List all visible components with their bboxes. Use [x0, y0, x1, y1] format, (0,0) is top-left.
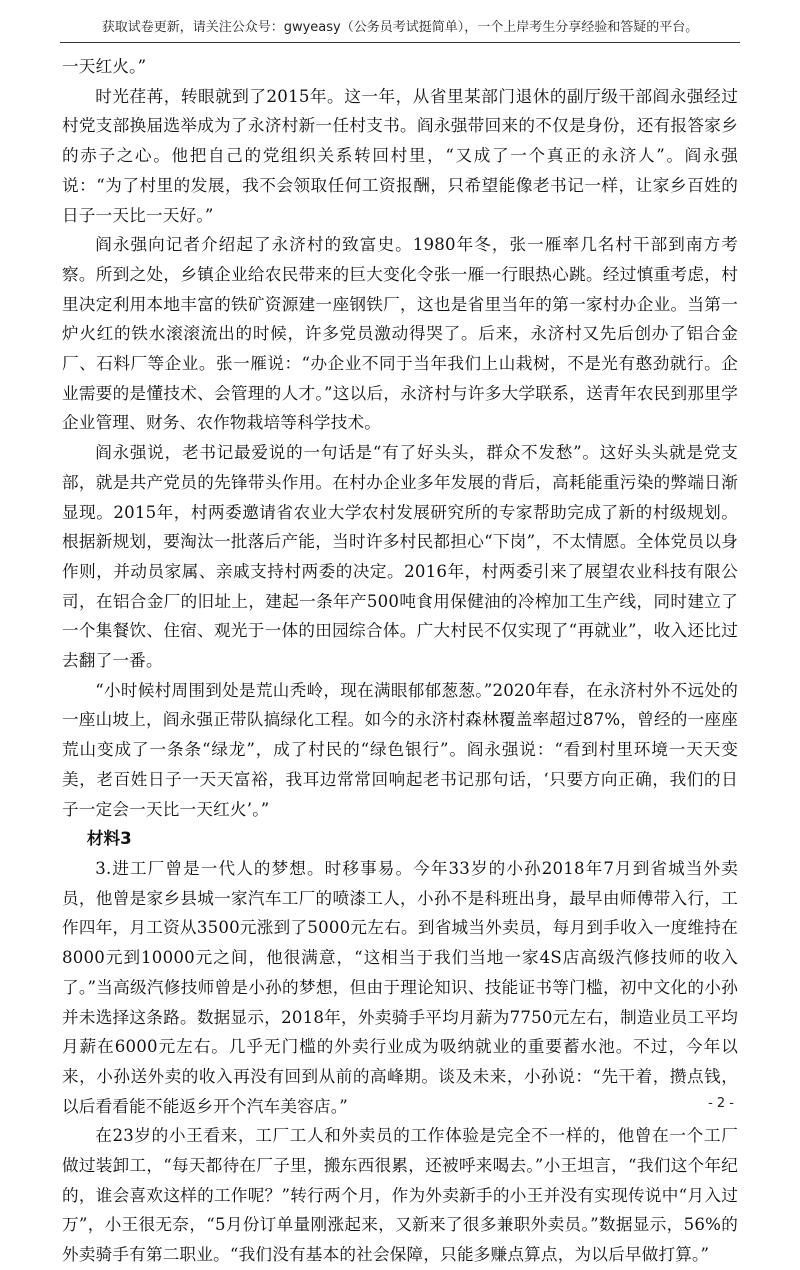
page-header-notice: 获取试卷更新，请关注公众号：gwyeasy（公务员考试挺简单），一个上岸考生分享经验和答疑的平台。 — [101, 20, 699, 35]
paragraph-continuation: 一天红火。” — [62, 57, 147, 76]
paragraph: 在23岁的小王看来，工厂工人和外卖员的工作体验是完全不一样的，他曾在一个工厂做过装卸工，“每天都待在厂子里，搬东西很累，还被呼来喝去。”小王坦言，“我们这个年纪的，谁会喜欢这样的工作呢？”转行两个月，作为外卖新手的小王并没有实现传说中“月入过万”，小王很无奈，“5月份订单量刚涨起来，又新来了很多兼职外卖员。”数据显示，56%的外卖骑手有第二职业。“我们没有基本的社会保障，只能多赚点算点，为以后早做打算。” — [62, 1126, 738, 1265]
paragraph: 阎永强向记者介绍起了永济村的致富史。1980年冬，张一雁率几名村干部到南方考察。所到之处，乡镇企业给农民带来的巨大变化令张一雁一行眼热心跳。经过慎重考虑，村里决定利用本地丰富的铁矿资源建一座钢铁厂，这也是省里当年的第一家村办企业。当第一炉火红的铁水滚滚流出的时候，许多党员激动得哭了。后来，永济村又先后创办了铝合金厂、石料厂等企业。张一雁说：“办企业不同于当年我们上山栽树，不是光有憨劲就行。企业需要的是懂技术、会管理的人才。”这以后，永济村与许多大学联系，送青年农民到那里学企业管理、财务、农作物栽培等科学技术。 — [62, 235, 738, 433]
page-number: - 2 - — [708, 1096, 734, 1111]
paragraph: 时光荏苒，转眼就到了2015年。这一年，从省里某部门退休的副厅级干部阎永强经过村党支部换届选举成为了永济村新一任村支书。阎永强带回来的不仅是身份，还有报答家乡的赤子之心。他把自己的党组织关系转回村里，“又成了一个真正的永济人”。阎永强说：“为了村里的发展，我不会领取任何工资报酬，只希望能像老书记一样，让家乡百姓的日子一天比一天好。” — [62, 86, 738, 225]
document-body — [62, 52, 738, 1270]
section-title: 材料3 — [86, 829, 132, 849]
paragraph: 3.进工厂曾是一代人的梦想。时移事易。今年33岁的小孙2018年7月到省城当外卖员，他曾是家乡县城一家汽车工厂的喷漆工人，小孙不是科班出身，最早由师傅带入行，工作四年，月工资从3500元涨到了5000元左右。到省城当外卖员，每月到手收入一度维持在8000元到10000元之间，他很满意，“这相当于我们当地一家4S店高级汽修技师的收入了。”当高级汽修技师曾是小孙的梦想，但由于理论知识、技能证书等门槛，初中文化的小孙并未选择这条路。数据显示，2018年，外卖骑手平均月薪为7750元左右，制造业员工平均月薪在6000元左右。几乎无门槛的外卖行业成为吸纳就业的重要蓄水池。不过，今年以来，小孙送外卖的收入再没有回到从前的高峰期。谈及未来，小孙说：“先干着，攒点钱，以后看看能不能返乡开个汽车美容店。” — [62, 858, 738, 1116]
paragraph: 阎永强说，老书记最爱说的一句话是“有了好头头，群众不发愁”。这好头头就是党支部，就是共产党员的先锋带头作用。在村办企业多年发展的背后，高耗能重污染的弊端日渐显现。2015年，村两委邀请省农业大学农村发展研究所的专家帮助完成了新的村级规划。根据新规划，要淘汰一批落后产能，当时许多村民都担心“下岗”，不太情愿。全体党员以身作则，并动员家属、亲戚支持村两委的决定。2016年，村两委引来了展望农业科技有限公司，在铝合金厂的旧址上，建起一条年产500吨食用保健油的冷榨加工生产线，同时建立了一个集餐饮、住宿、观光于一体的田园综合体。广大村民不仅实现了“再就业”，收入还比过去翻了一番。 — [62, 443, 738, 671]
paragraph: “小时候村周围到处是荒山秃岭，现在满眼郁郁葱葱。”2020年春，在永济村外不远处的一座山坡上，阎永强正带队搞绿化工程。如今的永济村森林覆盖率超过87%，曾经的一座座荒山变成了一条条“绿龙”，成了村民的“绿色银行”。阎永强说：“看到村里环境一天天变美，老百姓日子一天天富裕，我耳边常常回响起老书记那句话，‘只要方向正确，我们的日子一定会一天比一天红火’。” — [62, 680, 738, 819]
header-divider — [60, 42, 740, 43]
